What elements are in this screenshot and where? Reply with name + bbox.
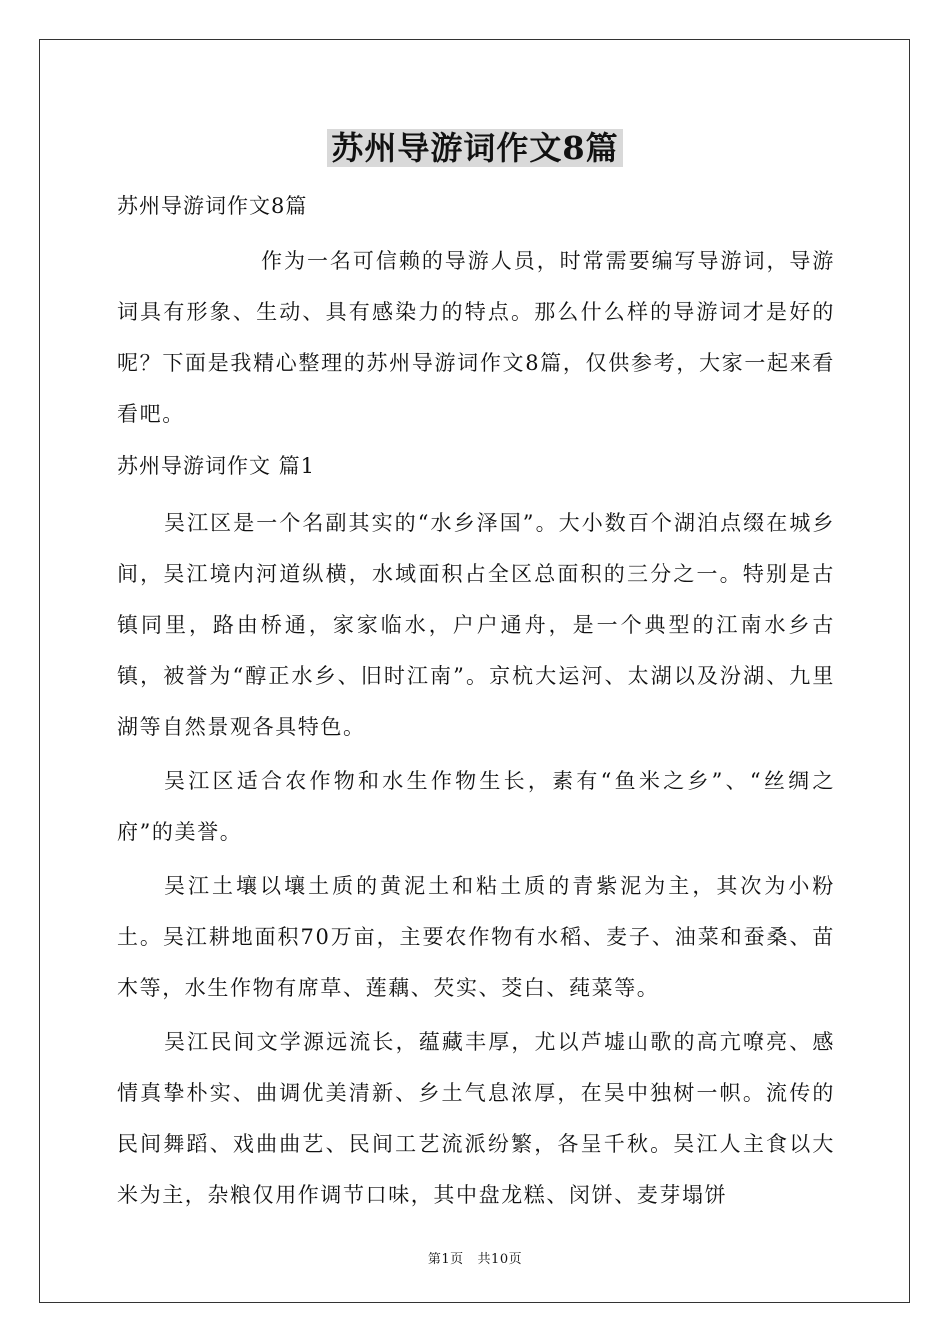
body-paragraph: 吴江民间文学源远流长，蕴藏丰厚，尤以芦墟山歌的高亢嘹亮、感情真挚朴实、曲调优美清新、乡土气息浓厚，在吴中独树一帜。流传的民间舞蹈、戏曲曲艺、民间工艺流派纷繁，各呈千秋。吴江人主食以大米为主，杂粮仅用作调节口味，其中盘龙糕、闵饼、麦芽塌饼 — [117, 1030, 835, 1207]
document-subtitle: 苏州导游词作文8篇 — [117, 194, 308, 218]
intro-paragraph: 作为一名可信赖的导游人员，时常需要编写导游词，导游词具有形象、生动、具有感染力的特点。那么什么样的导游词才是好的呢？下面是我精心整理的苏州导游词作文8篇，仅供参考，大家一起来看看吧。 — [117, 249, 835, 426]
body-paragraph: 吴江土壤以壤土质的黄泥土和粘土质的青紫泥为主，其次为小粉土。吴江耕地面积70万亩，主要农作物有水稻、麦子、油菜和蚕桑、苗木等，水生作物有席草、莲藕、芡实、茭白、莼菜等。 — [117, 874, 835, 1000]
document-title-text: 苏州导游词作文8篇 — [327, 129, 622, 167]
body-paragraph: 吴江区是一个名副其实的“水乡泽国”。大小数百个湖泊点缀在城乡间，吴江境内河道纵横，水域面积占全区总面积的三分之一。特别是古镇同里，路由桥通，家家临水，户户通舟，是一个典型的江南水乡古镇，被誉为“醇正水乡、旧时江南”。京杭大运河、太湖以及汾湖、九里湖等自然景观各具特色。 — [117, 511, 835, 739]
document-title — [0, 124, 950, 172]
page-number-label: 第1页 共10页 — [427, 1252, 523, 1267]
page-footer — [0, 1248, 950, 1267]
document-body — [117, 181, 835, 1224]
section-heading: 苏州导游词作文 篇1 — [117, 454, 316, 478]
body-paragraph: 吴江区适合农作物和水生作物生长，素有“鱼米之乡”、“丝绸之府”的美誉。 — [117, 769, 835, 844]
